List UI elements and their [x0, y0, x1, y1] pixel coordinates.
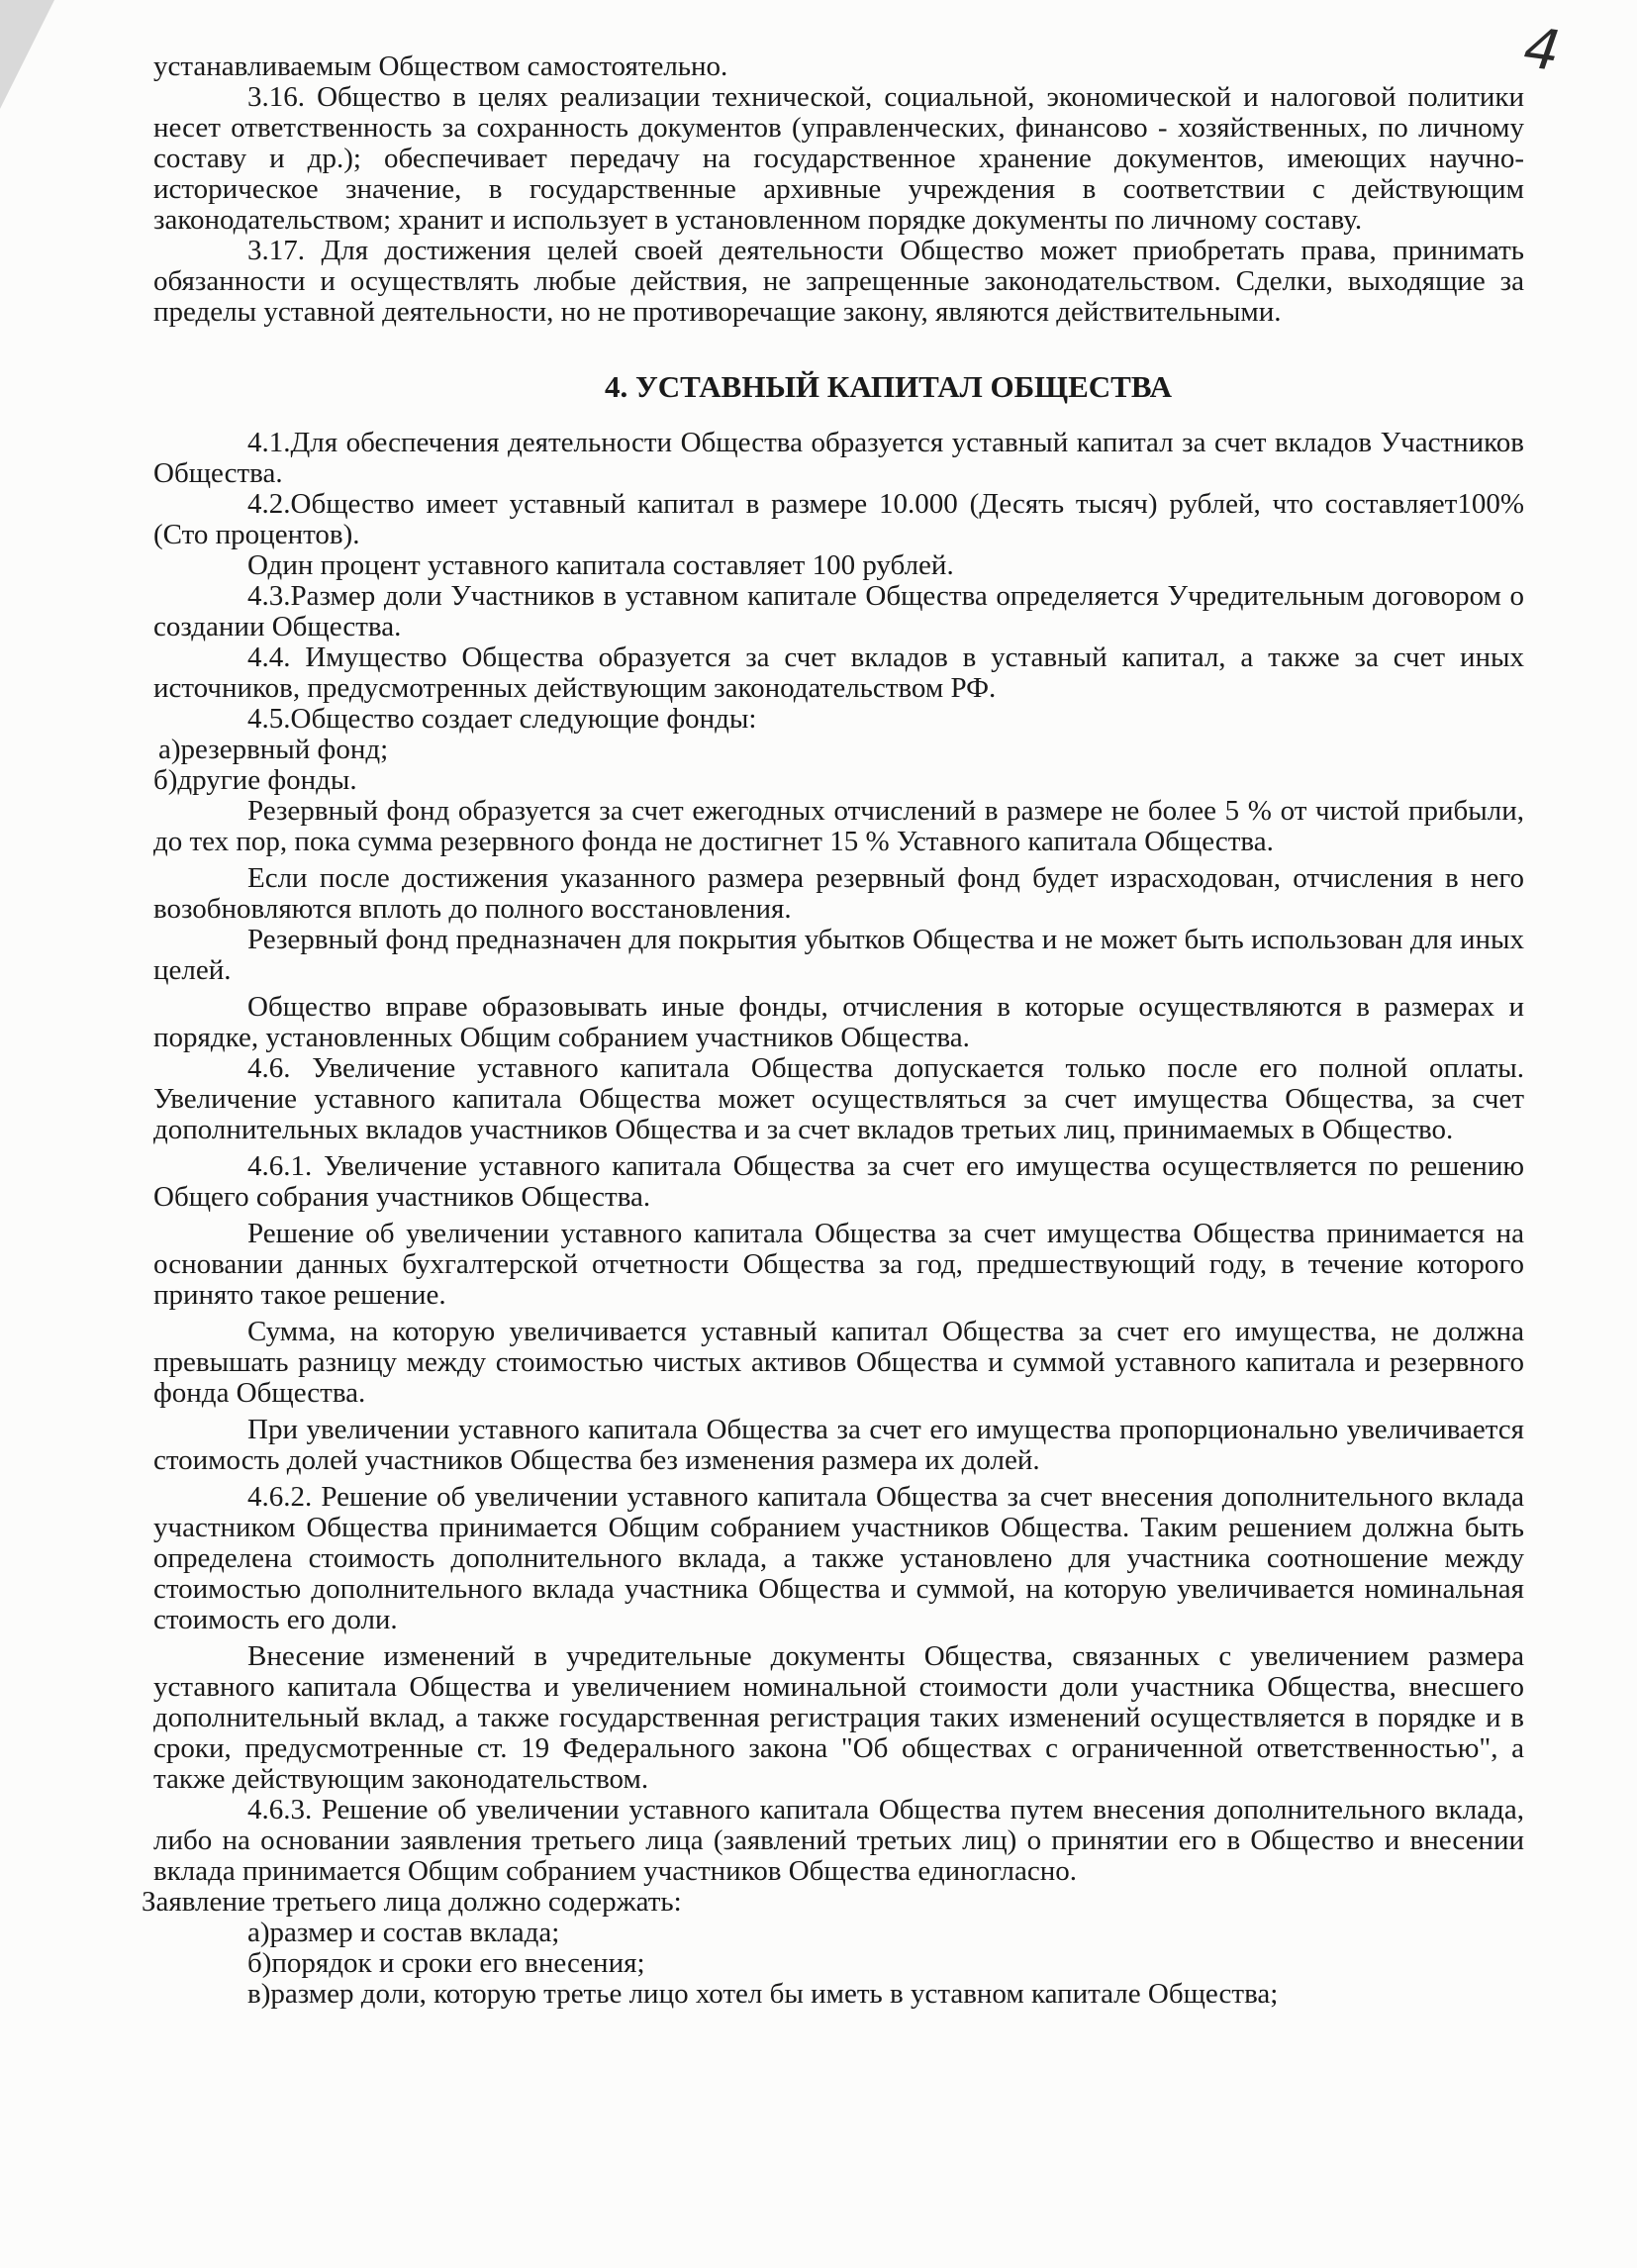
- paragraph-increase-decision: Решение об увеличении уставного капитала Общества за счет имущества Общества принимается на основании данных бухгалтерской отчетности Общества за год, предшествующий году, в течение которого принято такое решение.: [153, 1218, 1524, 1311]
- paragraph-reserve-restore: Если после достижения указанного размера резервный фонд будет израсходован, отчисления в него возобновляются вплоть до полного восстановления.: [153, 862, 1524, 925]
- paragraph-4-3: 4.3.Размер доли Участников в уставном капитале Общества определяется Учредительным договором о создании Общества.: [153, 580, 1524, 642]
- application-requirements-list: [153, 1918, 1524, 2010]
- document-body: [142, 50, 1524, 2010]
- paragraph-4-2: 4.2.Общество имеет уставный капитал в размере 10.000 (Десять тысяч) рублей, что составляет100% (Сто процентов).: [153, 488, 1524, 550]
- paragraph-4-5: 4.5.Общество создает следующие фонды:: [247, 703, 757, 735]
- paragraph-continuation: устанавливаемым Обществом самостоятельно.: [153, 50, 728, 82]
- list-item-reserve-fund: а)резервный фонд;: [158, 734, 389, 765]
- paragraph-4-1: 4.1.Для обеспечения деятельности Общества образуется уставный капитал за счет вкладов Участников Общества.: [153, 427, 1524, 489]
- paragraph-application-contents: Заявление третьего лица должно содержать:: [142, 1886, 682, 1918]
- paragraph-reserve-fund: Резервный фонд образуется за счет ежегодных отчислений в размере не более 5 % от чистой прибыли, до тех пор, пока сумма резервного фонда не достигнет 15 % Уставного капитала Общества.: [153, 795, 1524, 857]
- list-item-contribution-terms: б)порядок и сроки его внесения;: [247, 1947, 645, 1979]
- paragraph-4-6-3: 4.6.3. Решение об увеличении уставного капитала Общества путем внесения дополнительного вклада, либо на основании заявления третьего лица (заявлений третьих лиц) о принятии его в Общество и внесении вклада принимается Общим собранием участников Общества единогласно.: [153, 1794, 1524, 1887]
- paragraph-3-16: 3.16. Общество в целях реализации технической, социальной, экономической и налоговой политики несет ответственность за сохранность документов (управленческих, финансово - хозяйственных, по личному составу и др.); обеспечивает передачу на государственное хранение документов, имеющих научно-историческое значение, в государственные архивные учреждения в соответствии с действующим законодательством; хранит и использует в установленном порядке документы по личному составу.: [153, 81, 1524, 236]
- list-item-other-funds: б)другие фонды.: [153, 764, 357, 796]
- paragraph-4-6: 4.6. Увеличение уставного капитала Общества допускается только после его полной оплаты. Увеличение уставного капитала Общества может осуществляться за счет имущества Общества, за счет дополнительных вкладов участников Общества и за счет вкладов третьих лиц, принимаемых в Общество.: [153, 1052, 1524, 1145]
- paragraph-4-6-1: 4.6.1. Увеличение уставного капитала Общества за счет его имущества осуществляется по решению Общего собрания участников Общества.: [153, 1150, 1524, 1213]
- paragraph-amendments: Внесение изменений в учредительные документы Общества, связанных с увеличением размера уставного капитала Общества и увеличением номинальной стоимости доли участника Общества, внесшего дополнительный вклад, а также государственная регистрация таких изменений осуществляется в порядке и в сроки, предусмотренные ст. 19 Федерального закона "Об обществах с ограниченной ответственностью", а также действующим законодательством.: [153, 1640, 1524, 1795]
- page-corner-fold: [0, 0, 54, 109]
- list-item-share-size: в)размер доли, которую третье лицо хотел бы иметь в уставном капитале Общества;: [247, 1978, 1279, 2010]
- paragraph-one-percent: Один процент уставного капитала составляет 100 рублей.: [247, 549, 954, 581]
- paragraph-3-17: 3.17. Для достижения целей своей деятельности Общество может приобретать права, принимать обязанности и осуществлять любые действия, не запрещенные законодательством. Сделки, выходящие за пределы уставной деятельности, но не противоречащие закону, являются действительными.: [153, 235, 1524, 328]
- handwritten-page-number: 4: [1519, 15, 1564, 85]
- paragraph-4-4: 4.4. Имущество Общества образуется за счет вкладов в уставный капитал, а также за счет иных источников, предусмотренных действующим законодательством РФ.: [153, 641, 1524, 704]
- paragraph-4-6-2: 4.6.2. Решение об увеличении уставного капитала Общества за счет внесения дополнительного вклада участником Общества принимается Общим собранием участников Общества. Таким решением должна быть определена стоимость дополнительного вклада, а также установлено для участника соотношение между стоимостью дополнительного вклада участника Общества и суммой, на которую увеличивается номинальная стоимость его доли.: [153, 1481, 1524, 1635]
- paragraph-reserve-purpose: Резервный фонд предназначен для покрытия убытков Общества и не может быть использован для иных целей.: [153, 924, 1524, 986]
- section-heading: 4. УСТАВНЫЙ КАПИТАЛ ОБЩЕСТВА: [605, 369, 1172, 404]
- paragraph-increase-amount: Сумма, на которую увеличивается уставный капитал Общества за счет его имущества, не должна превышать разницу между стоимостью чистых активов Общества и суммой уставного капитала и резервного фонда Общества.: [153, 1316, 1524, 1409]
- paragraph-proportional-increase: При увеличении уставного капитала Общества за счет его имущества пропорционально увеличивается стоимость долей участников Общества без изменения размера их долей.: [153, 1414, 1524, 1476]
- paragraph-other-funds: Общество вправе образовывать иные фонды, отчисления в которые осуществляются в размерах и порядке, установленных Общим собранием участников Общества.: [153, 991, 1524, 1053]
- list-item-contribution-size: а)размер и состав вклада;: [247, 1917, 560, 1948]
